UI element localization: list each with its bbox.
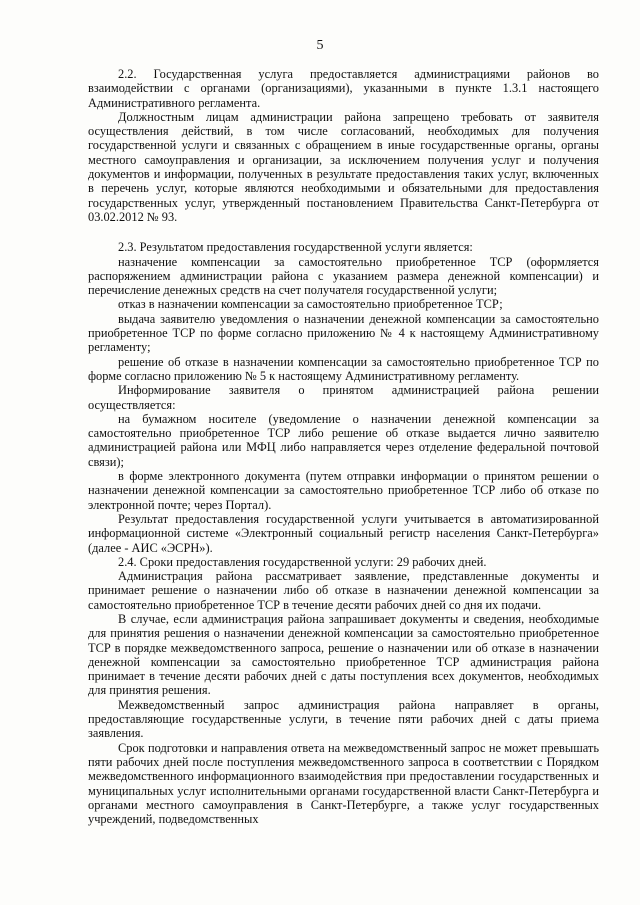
paragraph-2-3: 2.3. Результатом предоставления государственной услуги является:	[118, 240, 473, 255]
paragraph-2-4: 2.4. Сроки предоставления государственной услуги: 29 рабочих дней.	[118, 554, 487, 569]
paragraph-2-2: 2.2. Государственная услуга предоставляется администрациями районов во взаимодействии с органами (организациями), указанными в пункте 1.3.1 настоящего Административного регламента.	[88, 67, 599, 110]
paragraph-response-term: Срок подготовки и направления ответа на межведомственный запрос не может превышать пяти рабочих дней после поступления межведомственного запроса в соответствии с Порядком межведомственного информационного взаимодействия при предоставлении государственных и муниципальных услуг исполнительными органами государственной власти Санкт-Петербурга и органами местного самоуправления в Санкт-Петербурге, а также услуг государственных учреждений, подведомственных	[88, 740, 599, 827]
document-body	[88, 67, 599, 826]
page-number: 5	[316, 38, 324, 53]
paragraph-paper-form: на бумажном носителе (уведомление о назначении денежной компенсации за самостоятельно приобретенное ТСР либо решение об отказе выдается лично заявителю администрацией района или МФЦ либо направляется через отделение федеральной почтовой связи);	[88, 411, 599, 469]
paragraph-prohibition: Должностным лицам администрации района запрещено требовать от заявителя осуществления действий, в том числе согласований, необходимых для получения государственной услуги и связанных с обращением в иные государственные органы, органы местного самоуправления и организации, за исключением получения услуг и получения документов и информации, полученных в результате предоставления таких услуг, включенных в перечень услуг, которые являются необходимыми и обязательными для предоставления государственных услуг, утвержденный постановлением Правительства Санкт-Петербурга от 03.02.2012 № 93.	[88, 109, 599, 224]
paragraph-interagency-request: Межведомственный запрос администрация района направляет в органы, предоставляющие государственные услуги, в течение пяти рабочих дней с даты приема заявления.	[88, 697, 599, 741]
paragraph-aisersn: Результат предоставления государственной услуги учитывается в автоматизированной информационной системе «Электронный социальный регистр населения Санкт-Петербурга» (далее - АИС «ЭСРН»).	[88, 511, 599, 555]
paragraph-result-notice: выдача заявителю уведомления о назначении денежной компенсации за самостоятельно приобретенное ТСР по форме согласно приложению № 4 к настоящему Административному регламенту;	[88, 311, 599, 355]
paragraph-informing: Информирование заявителя о принятом администрацией района решении осуществляется:	[88, 383, 599, 412]
section-gap	[88, 224, 599, 240]
paragraph-electronic-form: в форме электронного документа (путем отправки информации о принятом решении о назначении денежной компенсации за самостоятельно приобретенное ТСР либо об отказе по электронной почте; через Портал).	[88, 469, 599, 512]
paragraph-interagency-case: В случае, если администрация района запрашивает документы и сведения, необходимые для принятия решения о назначении денежной компенсации за самостоятельно приобретенное ТСР в порядке межведомственного запроса, решение о назначении или об отказе в назначении денежной компенсации за самостоятельно приобретенное ТСР администрация района принимает в течение десяти рабочих дней с даты поступления всех документов, необходимых для принятия решения.	[88, 611, 599, 698]
paragraph-result-compensation: назначение компенсации за самостоятельно приобретенное ТСР (оформляется распоряжением администрации района с указанием размера денежной компенсации) и перечисление денежных средств на счет получателя государственной услуги;	[88, 254, 599, 298]
paragraph-review-term: Администрация района рассматривает заявление, представленные документы и принимает решение о назначении либо об отказе в назначении денежной компенсации за самостоятельно приобретенное ТСР в течение десяти рабочих дней со дня их подачи.	[88, 569, 599, 612]
paragraph-result-refusal: отказ в назначении компенсации за самостоятельно приобретенное ТСР;	[118, 297, 503, 312]
paragraph-result-decision: решение об отказе в назначении компенсации за самостоятельно приобретенное ТСР по форме согласно приложению № 5 к настоящему Административному регламенту.	[88, 354, 599, 383]
